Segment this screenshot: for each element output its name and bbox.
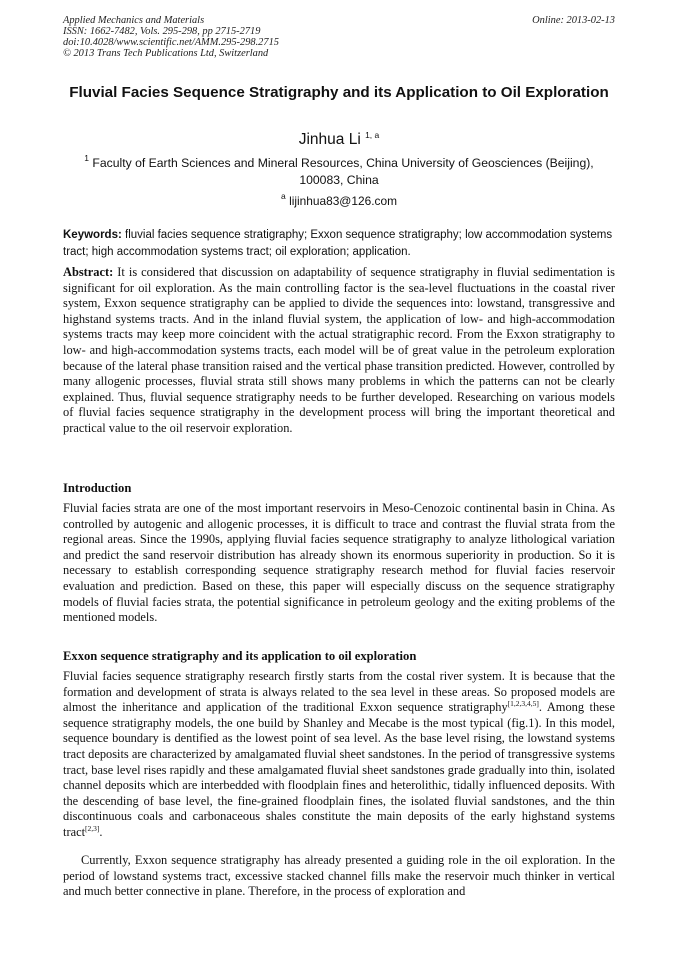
author-name: Jinhua Li: [298, 131, 361, 148]
paper-title: Fluvial Facies Sequence Stratigraphy and its Application to Oil Exploration: [69, 84, 609, 101]
journal-name: Applied Mechanics and Materials: [63, 15, 205, 26]
section-paragraph-1: [63, 669, 615, 841]
citation-2[interactable]: [2,3]: [85, 823, 100, 833]
doi-line: doi:10.4028/www.scientific.net/AMM.295-298.2715: [63, 37, 279, 48]
abstract-text: It is considered that discussion on adaptability of sequence stratigraphy in fluvial sedimentation is significant for oil exploration. As the main controlling factor is the sea-level fluctuations in the coastal river system, Exxon sequence stratigraphy can be applied to divide the sequences into: lowstand, transgressive and highstand systems tracts. And in the inland fluvial system, the application of low- and high-accommodation systems tracts may keep more coincident with the actual stratigraphic record. From the Exxon stratigraphy to low- and high-accommodation systems tracts, each model will be of great value in the petroleum exploration because of the lateral phase transition raised and the vertical phase transition predicted. However, controlled by many allogenic processes, fluvial strata still shows many problems in which the patterns can not be clearly explained. Thus, fluvial sequence stratigraphy needs to be further developed. Researching on various models of fluvial facies sequence stratigraphy in the development process will bring the important theoretical and practical value to the oil reservoir exploration.: [63, 265, 615, 435]
paragraph-text-a: Fluvial facies sequence stratigraphy research firstly starts from the costal river system. It is because that the formation and development of strata is always related to the sea level in these areas. So proposed models are almost the inheritance and application of the traditional Exxon sequence stratigraphy: [63, 669, 615, 715]
email-address: lijinhua83@126.com: [289, 194, 397, 208]
citation-1[interactable]: [1,2,3,4,5]: [507, 699, 539, 709]
affiliation: [63, 155, 615, 189]
author-marks: 1, a: [365, 130, 380, 140]
copyright-line: © 2013 Trans Tech Publications Ltd, Switzerland: [63, 48, 269, 59]
affiliation-mark: 1: [84, 153, 90, 163]
introduction-paragraph: Fluvial facies strata are one of the most important reservoirs in Meso-Cenozoic continental basin in China. As controlled by autogenic and allogenic processes, it is difficult to trace and contrast the fluvial strata from the regional areas. Since the 1990s, applying fluvial facies sequence stratigraphy to analyze lithological variation and predict the sand reservoir distribution has already shown its enormous superiority in production. So it is necessary to establish corresponding sequence stratigraphy research method for fluvial facies reservoir evaluation and prediction. Based on these, this paper will especially discuss on the sequence stratigraphy models of fluvial facies strata, the potential significance in petroleum geology and the exiting problems of the mentioned models.: [63, 501, 615, 625]
online-date: Online: 2013-02-13: [532, 15, 615, 26]
author-line: [63, 130, 615, 150]
section-paragraph-2: Currently, Exxon sequence stratigraphy has already presented a guiding role in the oil exploration. In the period of lowstand systems tract, excessive stacked channel fills make the reservoir much thinker in vertical and much better connective in plane. Therefore, in the process of exploration and: [63, 853, 615, 899]
affiliation-text: Faculty of Earth Sciences and Mineral Resources, China University of Geosciences (Beijing), 100083, China: [92, 156, 594, 187]
issn-line: ISSN: 1662-7482, Vols. 295-298, pp 2715-2719: [63, 26, 261, 37]
keywords: [63, 227, 615, 260]
email-mark: a: [281, 191, 286, 201]
abstract: [63, 265, 615, 437]
paragraph-text-b: . Among these sequence stratigraphy models, the one build by Shanley and Mecabe is the most typical (fig.1). In this model, sequence boundary is dentified as the lowest point of sea level. As the base level rising, the lowstand systems tract deposits are characterized by amalgamated fluvial sheet sandstones. In the period of transgressive systems tract, base level rises rapidly and these amalgamated fluvial sheet sandstones grade gradually into thin, isolated channel deposits which are interbedded with floodplain fines and heterolithic, tidally influenced deposits. With the descending of base level, the fine-grained floodplain fines, the isolated fluvial sandstones, and the thin discontinuous coals and carbonaceous shales constitute the main deposits of the early highstand systems tract: [63, 700, 616, 839]
introduction-heading: Introduction: [63, 481, 132, 495]
abstract-label: Abstract:: [63, 265, 114, 279]
section-heading-exxon: Exxon sequence stratigraphy and its application to oil exploration: [63, 649, 417, 663]
journal-header: [63, 15, 615, 59]
paragraph-text-c: .: [99, 824, 103, 839]
email-line: [63, 193, 615, 209]
keywords-label: Keywords:: [63, 229, 122, 241]
keywords-text: fluvial facies sequence stratigraphy; Exxon sequence stratigraphy; low accommodation systems tract; high accommodation systems tract; oil exploration; application.: [63, 229, 613, 258]
